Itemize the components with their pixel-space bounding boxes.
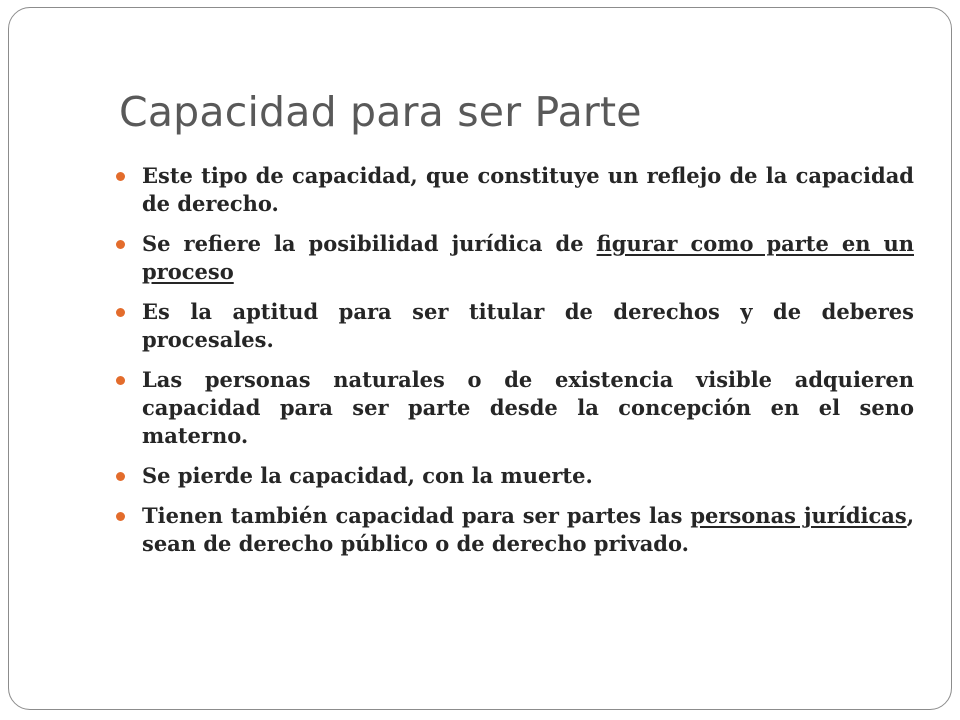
- bullet-item: [116, 230, 914, 286]
- bullet-text: Se pierde la capacidad, con la muerte.: [142, 463, 593, 488]
- bullet-item: [116, 462, 914, 490]
- bullet-item: [116, 298, 914, 354]
- bullet-item: [116, 162, 914, 218]
- slide-frame: [8, 7, 952, 710]
- bullet-list: [116, 162, 914, 558]
- bullet-text: Se refiere la posibilidad jurídica de: [142, 231, 597, 256]
- bullet-text: Este tipo de capacidad, que constituye un reflejo de la capacidad de derecho.: [142, 163, 914, 216]
- bullet-item: [116, 502, 914, 558]
- bullet-dot-icon: [116, 472, 125, 481]
- bullet-text: Las personas naturales o de existencia visible adquieren capacidad para ser parte desde la concepción en el seno materno.: [142, 367, 914, 448]
- bullet-dot-icon: [116, 172, 125, 181]
- bullet-text: , sean de derecho público o de derecho privado.: [142, 503, 915, 556]
- bullet-dot-icon: [116, 240, 125, 249]
- bullet-item: [116, 366, 914, 450]
- bullet-dot-icon: [116, 376, 125, 385]
- bullet-dot-icon: [116, 308, 125, 317]
- underlined-text: personas jurídicas: [690, 503, 907, 528]
- underlined-text: figurar como parte en un proceso: [142, 231, 914, 284]
- bullet-text: Tienen también capacidad para ser partes las: [142, 503, 691, 528]
- slide-title: Capacidad para ser Parte: [119, 88, 642, 136]
- bullet-text: Es la aptitud para ser titular de derechos y de deberes procesales.: [142, 299, 914, 352]
- bullet-dot-icon: [116, 512, 125, 521]
